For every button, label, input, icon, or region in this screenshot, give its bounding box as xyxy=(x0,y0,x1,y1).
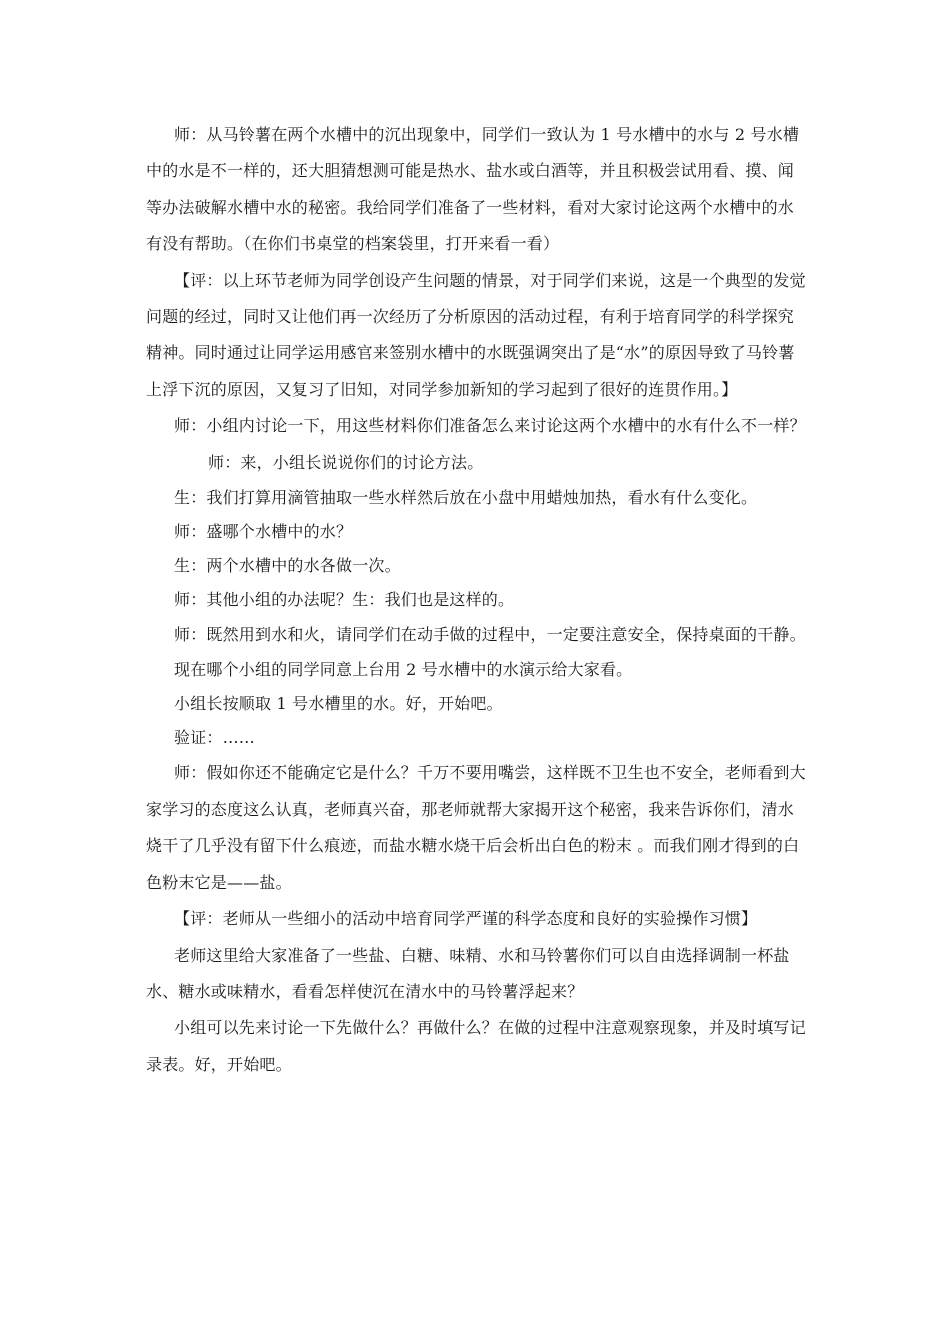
paragraph-teacher-reveal: 师：假如你还不能确定它是什么？千万不要用嘴尝，这样既不卫生也不安全，老师看到大家学习的态度这么认真，老师真兴奋，那老师就帮大家揭开这个秘密，我来告诉你们，清水烧干了几乎没有留下什么痕迹，而盐水糖水烧干后会析出白色的粉末 。而我们刚才得到的白色粉末它是——盐。 xyxy=(146,763,806,892)
paragraph-group-start: 小组可以先来讨论一下先做什么？再做什么？在做的过程中注意观察现象，并及时填写记录表。好，开始吧。 xyxy=(146,1018,806,1074)
paragraph-comment-2: 【评：老师从一些细小的活动中培育同学严谨的科学态度和良好的实验操作习惯】 xyxy=(174,909,758,929)
paragraph-materials: 老师这里给大家准备了一些盐、白糖、味精、水和马铃薯你们可以自由选择调制一杯盐水、糖水或味精水，看看怎样使沉在清水中的马铃薯浮起来？ xyxy=(146,945,790,1001)
paragraph-teacher-intro: 师：从马铃薯在两个水槽中的沉出现象中，同学们一致认为 1 号水槽中的水与 2 号水槽中的水是不一样的，还大胆猜想测可能是热水、盐水或白酒等，并且积极尝试用看、摸、闻等办法破解水槽中水的秘密。我给同学们准备了一些材料，看对大家讨论这两个水槽中的水有没有帮助。（在你们书桌堂的档案袋里，打开来看一看） xyxy=(146,125,800,254)
paragraph-verify: 验证：…… xyxy=(174,728,256,748)
paragraph-demo: 现在哪个小组的同学同意上台用 2 号水槽中的水演示给大家看。 xyxy=(174,660,633,680)
paragraph-teacher-which: 师：盛哪个水槽中的水？ xyxy=(174,522,353,542)
paragraph-teacher-discuss: 师：小组内讨论一下，用这些材料你们准备怎么来讨论这两个水槽中的水有什么不一样？ xyxy=(174,416,806,436)
paragraph-leader-take: 小组长按顺取 1 号水槽里的水。好，开始吧。 xyxy=(174,694,503,714)
paragraph-teacher-safety: 师：既然用到水和火，请同学们在动手做的过程中，一定要注意安全，保持桌面的干静。 xyxy=(174,625,806,645)
paragraph-student-plan: 生：我们打算用滴管抽取一些水样然后放在小盘中用蜡烛加热，看水有什么变化。 xyxy=(174,488,758,508)
paragraph-teacher-others: 师：其他小组的办法呢？生：我们也是这样的。 xyxy=(174,590,515,610)
paragraph-student-both: 生：两个水槽中的水各做一次。 xyxy=(174,556,401,576)
paragraph-teacher-leader: 师：来，小组长说说你们的讨论方法。 xyxy=(208,452,484,472)
paragraph-comment-1: 【评：以上环节老师为同学创设产生问题的情景，对于同学们来说，这是一个典型的发觉问题的经过，同时又让他们再一次经历了分析原因的活动过程，有利于培育同学的科学探究精神。同时通过让同学运用感官来签别水槽中的水既强调突出了是“水”的原因导致了马铃薯上浮下沉的原因，又复习了旧知，对同学参加新知的学习起到了很好的连贯作用。】 xyxy=(146,270,806,399)
document-page xyxy=(146,117,808,1083)
